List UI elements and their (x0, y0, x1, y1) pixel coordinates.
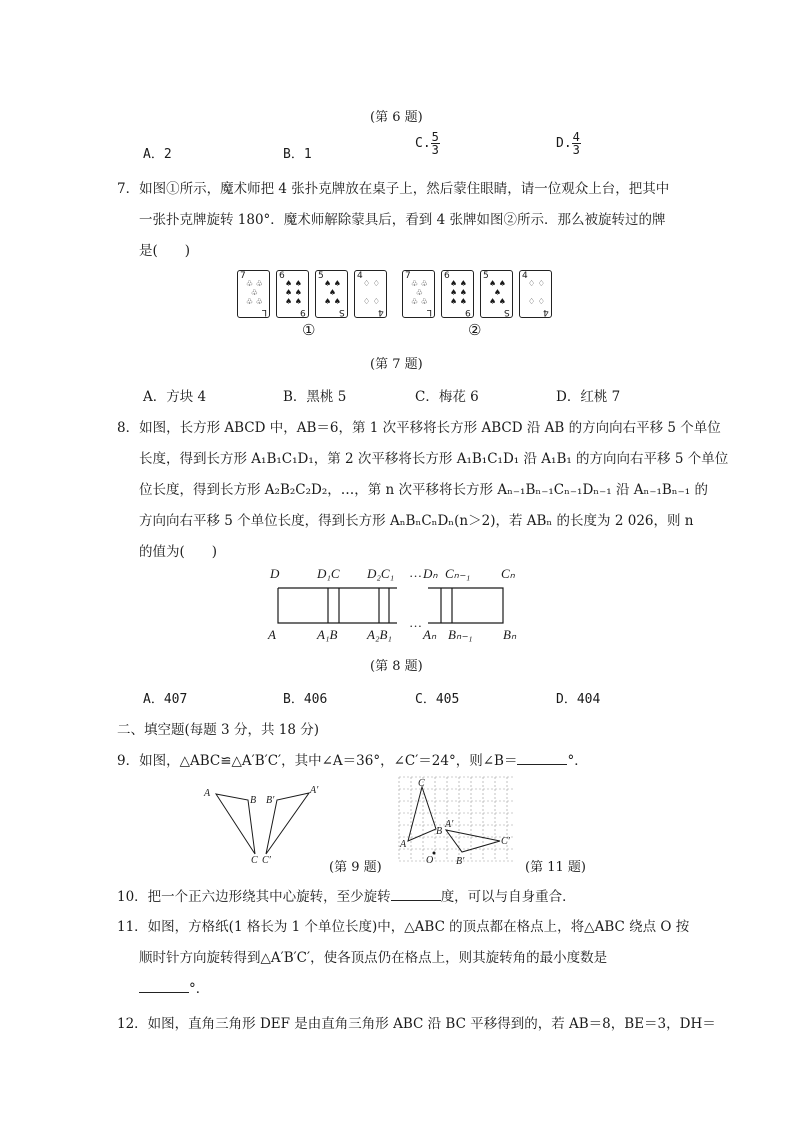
q7-line-3: 是( ) (139, 243, 191, 259)
q9-caption: (第 9 题) (329, 860, 382, 875)
q9-label-Bp: B′ (266, 795, 275, 806)
playing-card (480, 270, 513, 318)
q8-line-5: 的值为( ) (139, 544, 218, 560)
playing-card (315, 270, 348, 318)
q9-label-Ap: A′ (310, 785, 319, 796)
q11-grid-figure (396, 775, 521, 870)
card-pips: ♧ ♧ ♧ ♧ ♧ (246, 279, 263, 306)
q7-line-2: 一张扑克牌旋转 180°．魔术师解除蒙具后，看到 4 张牌如图②所示．那么被旋转过的牌 (139, 212, 666, 228)
q11-label-C: C (418, 778, 425, 789)
q6-option-c: C. $\frac{5}{3}$ (415, 130, 439, 157)
card-rank: 6 (444, 271, 450, 281)
q10-line: 10．把一个正六边形绕其中心旋转，至少旋转 度，可以与自身重合． (117, 889, 576, 905)
card-pips: ♠ ♠ ♠ ♠ ♠ (324, 279, 341, 306)
playing-card (276, 270, 309, 318)
q7-option-b: B．黑桃 5 (283, 389, 347, 405)
q8-label-D: D (270, 566, 280, 581)
q8-line-1: 8．如图，长方形 ABCD 中，AB＝6，第 1 次平移将长方形 ABCD 沿 AB 的方向向右平移 5 个单位 (117, 420, 721, 436)
q8-line-2: 长度，得到长方形 A₁B₁C₁D₁，第 2 次平移将长方形 A₁B₁C₁D₁ 沿 A₁B₁ 的方向向右平移 5 个单位 (139, 451, 729, 467)
card-rank: 5 (483, 271, 489, 281)
q12-line: 12．如图，直角三角形 DEF 是由直角三角形 ABC 沿 BC 平移得到的，若 AB＝8，BE＝3，DH＝ (117, 1016, 716, 1032)
q8-label-Bn-1: Bₙ₋₁ (448, 627, 473, 642)
q8-label-ellipsis-bottom: … (410, 615, 422, 630)
q7-option-a: A．方块 4 (143, 389, 207, 405)
q8-option-c: C．405 (415, 692, 460, 707)
q8-rectangles-figure (265, 565, 525, 650)
card-rank: 7 (240, 271, 246, 281)
card-rank-inverted: S (504, 307, 510, 317)
q11-label-Ap: A′ (445, 819, 454, 830)
q9-line: 9．如图，△ABC≌△A′B′C′，其中∠A＝36°，∠C′＝24°，则∠B＝ °． (117, 753, 588, 769)
playing-card (402, 270, 435, 318)
q9-label-B: B (250, 795, 257, 806)
card-pips: ♠ ♠ ♠ ♠ ♠ (489, 279, 506, 306)
q8-option-a: A．407 (143, 692, 188, 707)
q10-answer-blank[interactable] (391, 888, 441, 901)
section-2-title: 二、填空题(每题 3 分，共 18 分) (117, 722, 319, 738)
q8-label-A2B1: A₂B₁ (367, 627, 392, 642)
q8-label-A1B: A₁B (317, 627, 338, 642)
card-rank: 6 (279, 271, 285, 281)
q6-caption: (第 6 题) (370, 110, 423, 125)
card-rank-inverted: L (426, 307, 432, 317)
q8-label-Dn: Dₙ (423, 566, 438, 581)
q7-fig2-label: ② (468, 321, 482, 339)
q8-label-D2C1: D₂C₁ (367, 566, 395, 581)
card-pips: ♧ ♧ ♧ ♧ ♧ (411, 279, 428, 306)
q11-line-3: °． (139, 977, 209, 997)
q8-caption: (第 8 题) (370, 659, 423, 674)
card-rank: 5 (318, 271, 324, 281)
card-rank: 4 (357, 271, 363, 281)
q7-line-1: 7．如图①所示，魔术师把 4 张扑克牌放在桌子上，然后蒙住眼睛，请一位观众上台，把其中 (117, 181, 670, 197)
card-rank-inverted: 4 (378, 307, 384, 317)
card-rank-inverted: 9 (300, 307, 306, 317)
q8-label-Bn: Bₙ (503, 627, 517, 642)
q8-line-4: 方向向右平移 5 个单位长度，得到长方形 AₙBₙCₙDₙ(n＞2)，若 ABₙ 的长度为 2 026，则 n (139, 513, 694, 529)
card-rank-inverted: 4 (543, 307, 549, 317)
playing-card (354, 270, 387, 318)
card-pips: ♢ ♢ ♢ ♢ (528, 279, 545, 306)
q11-label-A: A (400, 839, 407, 850)
q9-label-A: A (204, 788, 211, 799)
q8-label-D1C: D₁C (317, 566, 340, 581)
q11-label-Bp: B′ (456, 856, 465, 867)
q11-line-1: 11．如图，方格纸(1 格长为 1 个单位长度)中，△ABC 的顶点都在格点上，将△ABC 绕点 O 按 (117, 919, 690, 935)
q11-answer-blank[interactable] (139, 980, 189, 993)
q9-label-Cp: C′ (262, 855, 271, 866)
q11-label-B: B (436, 826, 443, 837)
q6-option-a: A．2 (143, 147, 172, 162)
q8-option-b: B．406 (283, 692, 328, 707)
card-rank-inverted: S (339, 307, 345, 317)
q6-option-d: D. $\frac{4}{3}$ (556, 130, 580, 157)
card-rank-inverted: L (261, 307, 267, 317)
q7-option-d: D．红桃 7 (556, 389, 621, 405)
q8-line-3: 位长度，得到长方形 A₂B₂C₂D₂，…，第 n 次平移将长方形 Aₙ₋₁Bₙ₋₁Cₙ₋₁Dₙ₋₁ 沿 Aₙ₋₁Bₙ₋₁ 的 (139, 482, 708, 498)
q6-option-b: B．1 (283, 147, 312, 162)
q8-label-ellipsis-top: … (410, 565, 422, 580)
q11-caption: (第 11 题) (525, 860, 586, 875)
q8-label-An: Aₙ (423, 627, 437, 642)
q8-option-d: D．404 (556, 692, 601, 707)
q8-label-Cn-1: Cₙ₋₁ (445, 566, 471, 581)
q7-option-c: C．梅花 6 (415, 389, 479, 405)
q8-label-Cn: Cₙ (501, 566, 515, 581)
card-pips: ♠ ♠ ♠ ♠ ♠ ♠ (450, 279, 467, 306)
q8-label-A: A (268, 627, 276, 642)
q11-label-Cp: C′ (501, 836, 510, 847)
playing-card (519, 270, 552, 318)
playing-card (237, 270, 270, 318)
card-rank-inverted: 9 (465, 307, 471, 317)
card-pips: ♢ ♢ ♢ ♢ (363, 279, 380, 306)
q9-answer-blank[interactable] (517, 752, 567, 765)
card-pips: ♠ ♠ ♠ ♠ ♠ ♠ (285, 279, 302, 306)
q7-fig1-label: ① (302, 321, 316, 339)
q9-label-C: C (251, 855, 258, 866)
playing-card (441, 270, 474, 318)
card-rank: 7 (405, 271, 411, 281)
card-rank: 4 (522, 271, 528, 281)
q11-label-O: O (426, 855, 434, 866)
q11-line-2: 顺时针方向旋转得到△A′B′C′，使各顶点仍在格点上，则其旋转角的最小度数是 (139, 950, 608, 966)
q9-figure (198, 778, 333, 870)
q7-caption: (第 7 题) (370, 357, 423, 372)
